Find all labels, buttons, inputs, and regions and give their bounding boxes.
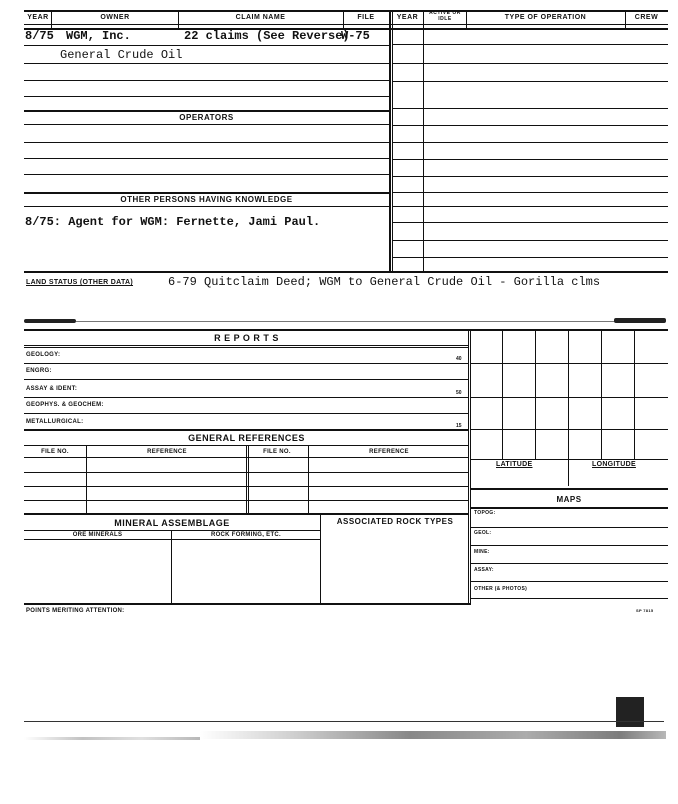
header-active-idle: ACTIVE OR IDLE [429, 10, 461, 22]
operators-label: OPERATORS [179, 113, 234, 122]
row2-owner: General Crude Oil [60, 48, 183, 62]
report-metallurgical-label: METALLURGICAL: [26, 419, 84, 425]
maps-geol: GEOL: [474, 530, 492, 536]
scan-artifact-noise-left [24, 737, 200, 740]
maps-topog: TOPOG: [474, 510, 496, 516]
report-metallurgical-number: 15 [456, 423, 462, 429]
gr-reference-2: REFERENCE [369, 449, 409, 455]
header-year-2: YEAR [396, 14, 419, 21]
maps-other-photos: OTHER (& PHOTOS) [474, 586, 528, 592]
gr-file-no-1: FILE NO. [41, 449, 69, 455]
maps-title: MAPS [556, 495, 582, 504]
header-type-of-operation: TYPE OF OPERATION [504, 14, 587, 21]
maps-assay: ASSAY: [474, 567, 494, 573]
row1-file: W-75 [341, 29, 370, 43]
report-assay-number: 50 [456, 390, 462, 396]
scan-artifact-line [24, 319, 76, 323]
rock-forming-label: ROCK FORMING, ETC. [210, 532, 282, 538]
row1-claim-name: 22 claims (See Reverse) [184, 29, 350, 43]
maps-mine: MINE: [474, 549, 490, 555]
points-meriting-attention-label: POINTS MERITING ATTENTION: [26, 608, 125, 614]
report-assay-label: ASSAY & IDENT: [26, 386, 78, 392]
land-status-label: LAND STATUS (OTHER DATA) [26, 279, 134, 286]
ore-minerals-label: ORE MINERALS [72, 532, 123, 538]
header-claim-name: CLAIM NAME [235, 14, 286, 21]
mineral-assemblage-title: MINERAL ASSEMBLAGE [114, 518, 230, 528]
report-geophys-label: GEOPHYS. & GEOCHEM: [26, 402, 104, 408]
form-number: SP 7815 [636, 608, 654, 613]
header-year: YEAR [27, 14, 49, 21]
other-persons-label: OTHER PERSONS HAVING KNOWLEDGE [120, 195, 293, 204]
other-persons-entry: 8/75: Agent for WGM: Fernette, Jami Paul. [25, 215, 321, 229]
land-status-value: 6-79 Quitclaim Deed; WGM to General Crude Oil - Gorilla clms [168, 275, 601, 289]
report-geology-number: 40 [456, 356, 462, 362]
header-file: FILE [357, 14, 375, 21]
scan-artifact-bottom-line [24, 721, 664, 722]
row1-owner: WGM, Inc. [66, 29, 131, 43]
report-engrg-label: ENGRG: [26, 368, 52, 374]
scan-artifact-line-right [614, 318, 666, 323]
general-references-title: GENERAL REFERENCES [188, 433, 305, 443]
associated-rock-types-label: ASSOCIATED ROCK TYPES [336, 517, 454, 526]
scan-artifact-noise [200, 731, 666, 739]
row1-year: 8/75 [25, 29, 54, 43]
header-owner: OWNER [100, 14, 130, 21]
gr-reference-1: REFERENCE [147, 449, 187, 455]
header-crew: CREW [634, 14, 659, 21]
latitude-label: LATITUDE [496, 461, 533, 468]
scan-artifact-block [616, 697, 644, 727]
report-geology-label: GEOLOGY: [26, 352, 61, 358]
longitude-label: LONGITUDE [592, 461, 636, 468]
gr-file-no-2: FILE NO. [263, 449, 291, 455]
reports-title: R E P O R T S [214, 333, 279, 343]
